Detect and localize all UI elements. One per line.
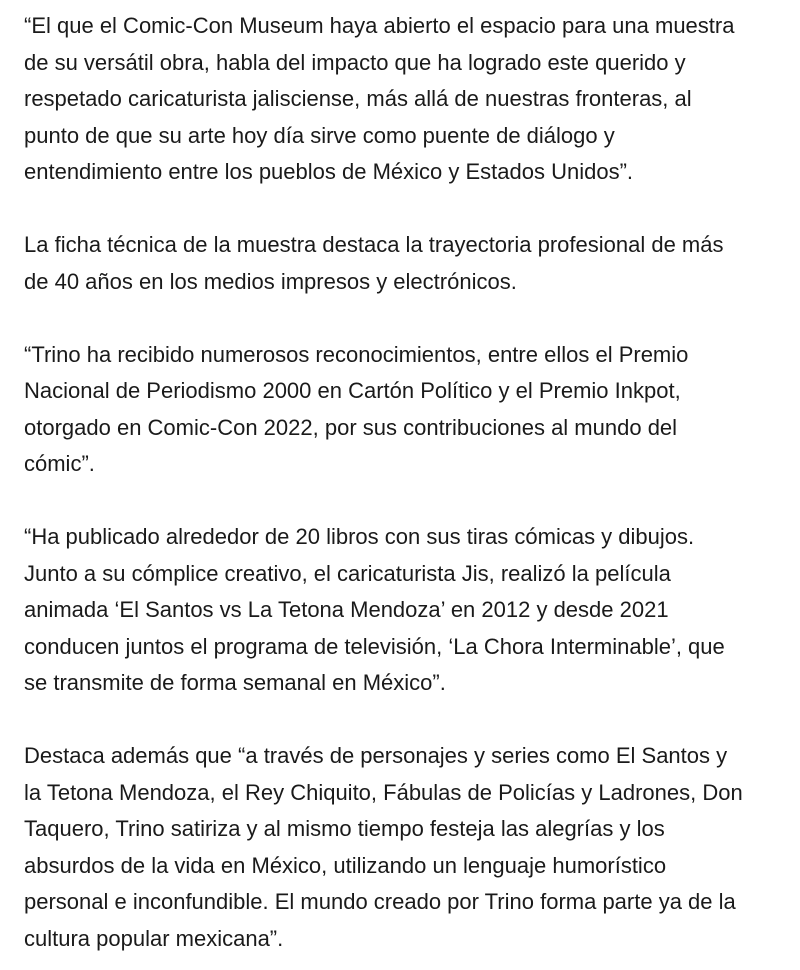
paragraph-technical-sheet xyxy=(24,227,784,300)
paragraph-publications xyxy=(24,519,784,702)
text-line: Junto a su cómplice creativo, el caricaturista Jis, realizó la película xyxy=(24,560,671,586)
text-line: animada ‘El Santos vs La Tetona Mendoza’ en 2012 y desde 2021 xyxy=(24,597,669,622)
text-line: “Ha publicado alrededor de 20 libros con sus tiras cómicas y dibujos. xyxy=(24,524,695,549)
text-line: Taquero, Trino satiriza y al mismo tiempo festeja las alegrías y los xyxy=(24,816,665,841)
text-line: la Tetona Mendoza, el Rey Chiquito, Fábulas de Policías y Ladrones, Don xyxy=(24,779,743,805)
text-line: “Trino ha recibido numerosos reconocimientos, entre ellos el Premio xyxy=(24,341,689,367)
text-line: otorgado en Comic-Con 2022, por sus contribuciones al mundo del xyxy=(24,414,678,440)
text-line: cómic”. xyxy=(24,451,95,476)
text-line: entendimiento entre los pueblos de México y Estados Unidos”. xyxy=(24,159,634,184)
paragraph-characters xyxy=(24,738,784,957)
text-line: La ficha técnica de la muestra destaca la trayectoria profesional de más xyxy=(24,232,724,257)
text-line: se transmite de forma semanal en México”. xyxy=(24,670,446,695)
paragraph-awards xyxy=(24,337,784,483)
text-line: absurdos de la vida en México, utilizando un lenguaje humorístico xyxy=(24,852,667,878)
text-line: punto de que su arte hoy día sirve como puente de diálogo y xyxy=(24,122,615,148)
text-line: Nacional de Periodismo 2000 en Cartón Político y el Premio Inkpot, xyxy=(24,378,681,403)
text-line: Destaca además que “a través de personajes y series como El Santos y xyxy=(24,743,728,768)
text-line: “El que el Comic-Con Museum haya abierto el espacio para una muestra xyxy=(24,13,735,38)
text-line: cultura popular mexicana”. xyxy=(24,925,284,951)
text-line: de su versátil obra, habla del impacto que ha logrado este querido y xyxy=(24,49,686,75)
article-body xyxy=(24,8,784,957)
text-line: de 40 años en los medios impresos y electrónicos. xyxy=(24,268,517,294)
text-line: respetado caricaturista jalisciense, más allá de nuestras fronteras, al xyxy=(24,86,692,111)
text-line: personal e inconfundible. El mundo creado por Trino forma parte ya de la xyxy=(24,889,736,914)
paragraph-museum-quote xyxy=(24,8,784,191)
text-line: conducen juntos el programa de televisión, ‘La Chora Interminable’, que xyxy=(24,633,725,659)
